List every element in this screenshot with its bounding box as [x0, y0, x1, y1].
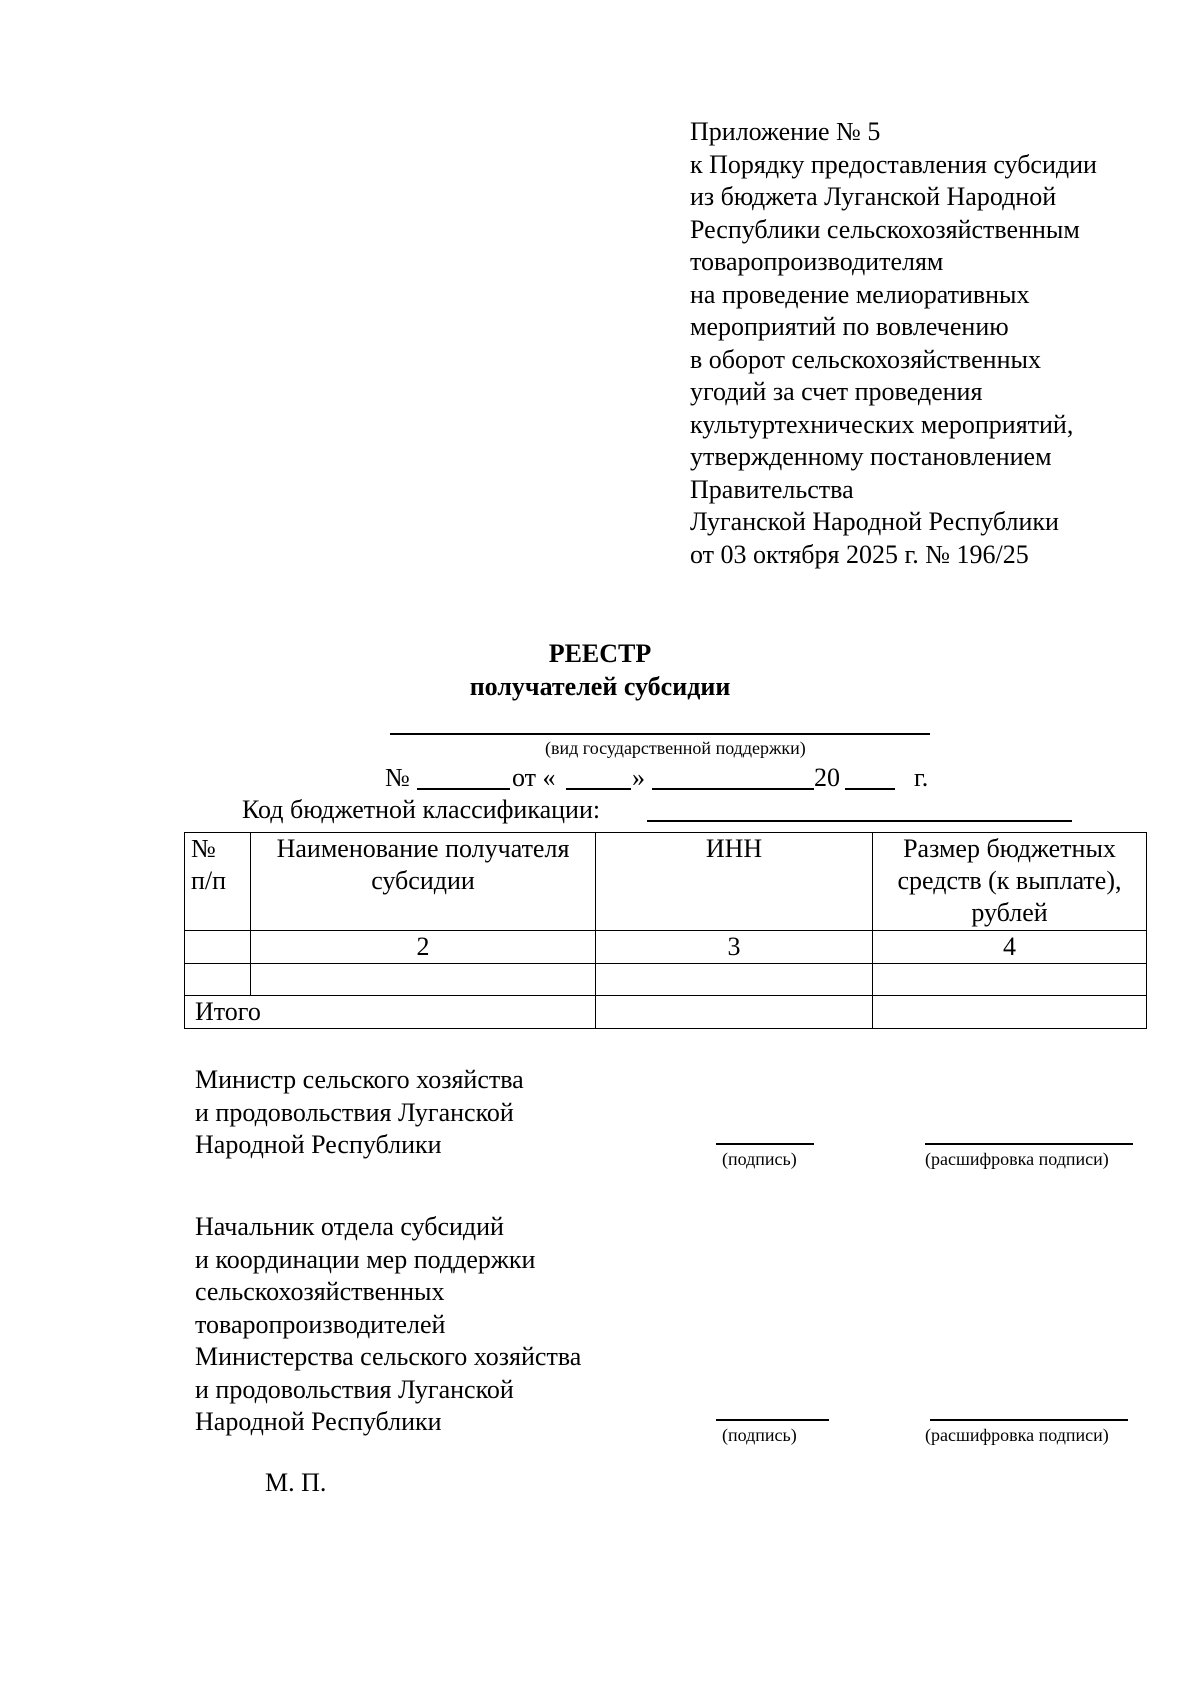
minister-decode-line [925, 1143, 1133, 1145]
appendix-line: в оборот сельскохозяйственных [690, 344, 1041, 374]
column-number-cell [185, 931, 251, 964]
budget-code-blank [647, 820, 1072, 822]
appendix-line: Правительства [690, 474, 854, 504]
appendix-line: из бюджета Луганской Народной [690, 182, 1057, 211]
table-header-row [185, 833, 1147, 931]
year-suffix: г. [914, 763, 929, 792]
year-prefix: 20 [814, 763, 840, 792]
date-from-label: от « [512, 763, 556, 792]
minister-position-line: Министр сельского хозяйства [195, 1065, 524, 1094]
appendix-line: к Порядку предоставления субсидии [690, 149, 1097, 179]
head-signature-caption: (подпись) [722, 1425, 797, 1445]
document-subtitle: получателей субсидии [469, 672, 731, 701]
appendix-block [690, 116, 1097, 571]
header-cell-amount: Размер бюджетных средств (к выплате), рублей [873, 833, 1147, 931]
table-row [185, 964, 1147, 996]
appendix-line: Приложение № 5 [690, 117, 881, 146]
column-number-cell: 2 [251, 931, 596, 964]
column-number-cell: 4 [873, 931, 1147, 964]
appendix-line: от 03 октября 2025 г. № 196/25 [690, 539, 1029, 569]
column-number-cell: 3 [596, 931, 873, 964]
appendix-line: мероприятий по вовлечению [690, 312, 1009, 341]
head-signature-line [716, 1419, 829, 1421]
total-amount-cell[interactable] [873, 996, 1147, 1029]
day-blank [566, 788, 631, 790]
table-cell[interactable] [251, 964, 596, 996]
document-title: РЕЕСТР [548, 639, 652, 668]
appendix-line: на проведение мелиоративных [690, 279, 1030, 309]
minister-decode-caption: (расшифровка подписи) [925, 1149, 1109, 1169]
head-position [195, 1211, 581, 1439]
table-total-row [185, 996, 1147, 1029]
head-position-line: сельскохозяйственных [195, 1277, 445, 1306]
appendix-line: Луганской Народной Республики [690, 507, 1059, 536]
appendix-line: Республики сельскохозяйственным [690, 214, 1080, 244]
table-column-numbers-row [185, 931, 1147, 964]
head-position-line: и координации мер поддержки [195, 1244, 536, 1274]
minister-position [195, 1064, 524, 1162]
support-type-caption: (вид государственной поддержки) [545, 738, 806, 758]
budget-code-label: Код бюджетной классификации: [242, 795, 601, 824]
appendix-line: товаропроизводителям [690, 247, 944, 276]
minister-signature-caption: (подпись) [722, 1149, 797, 1169]
table-cell[interactable] [596, 964, 873, 996]
header-cell-inn: ИНН [596, 833, 873, 931]
appendix-line: культуртехнических мероприятий, [690, 409, 1074, 439]
head-decode-line [930, 1419, 1128, 1421]
header-cell-name: Наименование получателя субсидии [251, 833, 596, 931]
registry-table [184, 832, 1147, 1029]
minister-signature-line [716, 1143, 814, 1145]
support-type-line [390, 733, 930, 735]
month-blank [652, 788, 814, 790]
head-position-line: Начальник отдела субсидий [195, 1212, 504, 1241]
table-cell[interactable] [873, 964, 1147, 996]
minister-position-line: Народной Республики [195, 1130, 442, 1159]
total-inn-cell[interactable] [596, 996, 873, 1029]
number-blank [417, 788, 510, 790]
stamp-place: М. П. [265, 1468, 327, 1497]
appendix-line: утвержденному постановлением [690, 442, 1052, 471]
header-cell-number: № п/п [185, 833, 251, 931]
number-sign: № [385, 763, 410, 792]
table-cell[interactable] [185, 964, 251, 996]
head-position-line: Народной Республики [195, 1407, 442, 1436]
minister-position-line: и продовольствия Луганской [195, 1097, 514, 1127]
appendix-line: угодий за счет проведения [690, 377, 983, 406]
head-position-line: и продовольствия Луганской [195, 1374, 514, 1404]
year-blank [845, 788, 895, 790]
head-position-line: товаропроизводителей [195, 1309, 446, 1339]
head-decode-caption: (расшифровка подписи) [925, 1425, 1109, 1445]
head-position-line: Министерства сельского хозяйства [195, 1342, 582, 1371]
quote-close: » [632, 763, 645, 792]
total-label-cell: Итого [185, 996, 596, 1029]
